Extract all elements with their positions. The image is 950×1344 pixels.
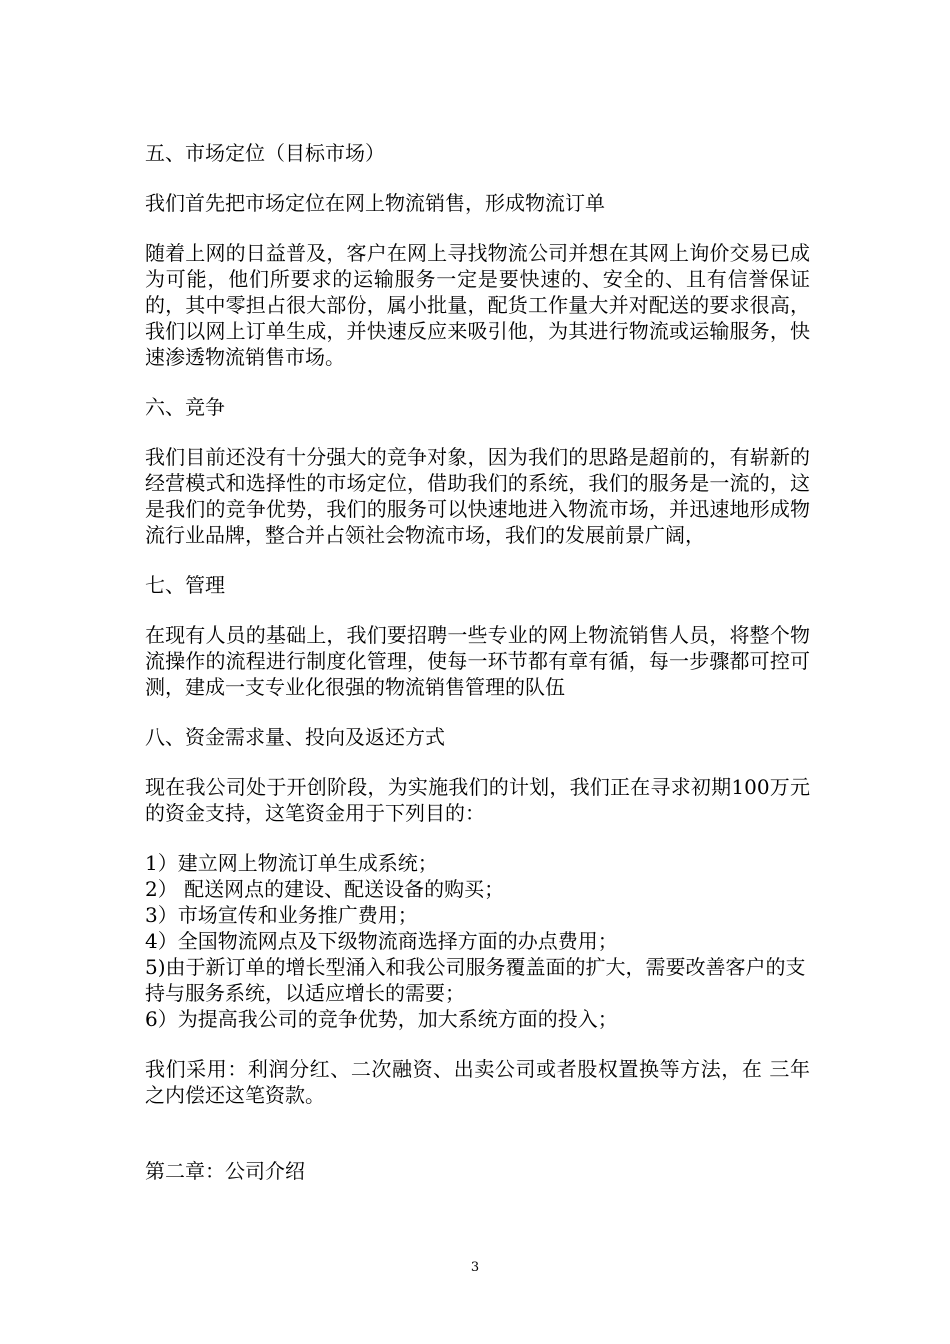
list-item: 1）建立网上物流订单生成系统； [145, 851, 438, 875]
paragraph: 我们目前还没有十分强大的竞争对象，因为我们的思路是超前的，有崭新的经营模式和选择性的市场定位，借助我们的系统，我们的服务是一流的，这是我们的竞争优势，我们的服务可以快速地进入物流市场，并迅速地形成物流行业品牌，整合并占领社会物流市场，我们的发展前景广阔， [145, 445, 810, 547]
paragraph: 在现有人员的基础上，我们要招聘一些专业的网上物流销售人员，将整个物流操作的流程进行制度化管理，使每一环节都有章有循，每一步骤都可控可测，建成一支专业化很强的物流销售管理的队伍 [145, 623, 810, 699]
funding-purpose-list [145, 850, 810, 1032]
list-item: 5)由于新订单的增长型涌入和我公司服务覆盖面的扩大，需要改善客户的支持与服务系统，以适应增长的需要； [145, 955, 806, 1005]
section-heading-management: 七、管理 [145, 573, 225, 597]
chapter-heading-company-introduction: 第二章：公司介绍 [145, 1159, 305, 1183]
paragraph: 随着上网的日益普及，客户在网上寻找物流公司并想在其网上询价交易已成为可能，他们所要求的运输服务一定是要快速的、安全的、且有信誉保证的，其中零担占很大部份，属小批量，配货工作量大并对配送的要求很高，我们以网上订单生成，并快速反应来吸引他，为其进行物流或运输服务，快速渗透物流销售市场。 [145, 241, 810, 369]
paragraph: 我们采用：利润分红、二次融资、出卖公司或者股权置换等方法，在 三年之内偿还这笔资款。 [145, 1057, 810, 1107]
section-heading-competition: 六、竞争 [145, 395, 225, 419]
section-heading-funding: 八、资金需求量、投向及返还方式 [145, 725, 445, 749]
list-item: 6）为提高我公司的竞争优势，加大系统方面的投入； [145, 1007, 618, 1031]
list-item: 4）全国物流网点及下级物流商选择方面的办点费用； [145, 929, 618, 953]
page-number: 3 [470, 1260, 480, 1275]
section-heading-market-positioning: 五、市场定位（目标市场） [145, 141, 385, 165]
paragraph: 我们首先把市场定位在网上物流销售，形成物流订单 [145, 191, 605, 215]
page-body [145, 140, 810, 1208]
list-item: 2） 配送网点的建设、配送设备的购买； [145, 877, 505, 901]
list-item: 3）市场宣传和业务推广费用； [145, 903, 418, 927]
paragraph: 现在我公司处于开创阶段，为实施我们的计划，我们正在寻求初期100万元的资金支持，这笔资金用于下列目的： [145, 775, 810, 825]
